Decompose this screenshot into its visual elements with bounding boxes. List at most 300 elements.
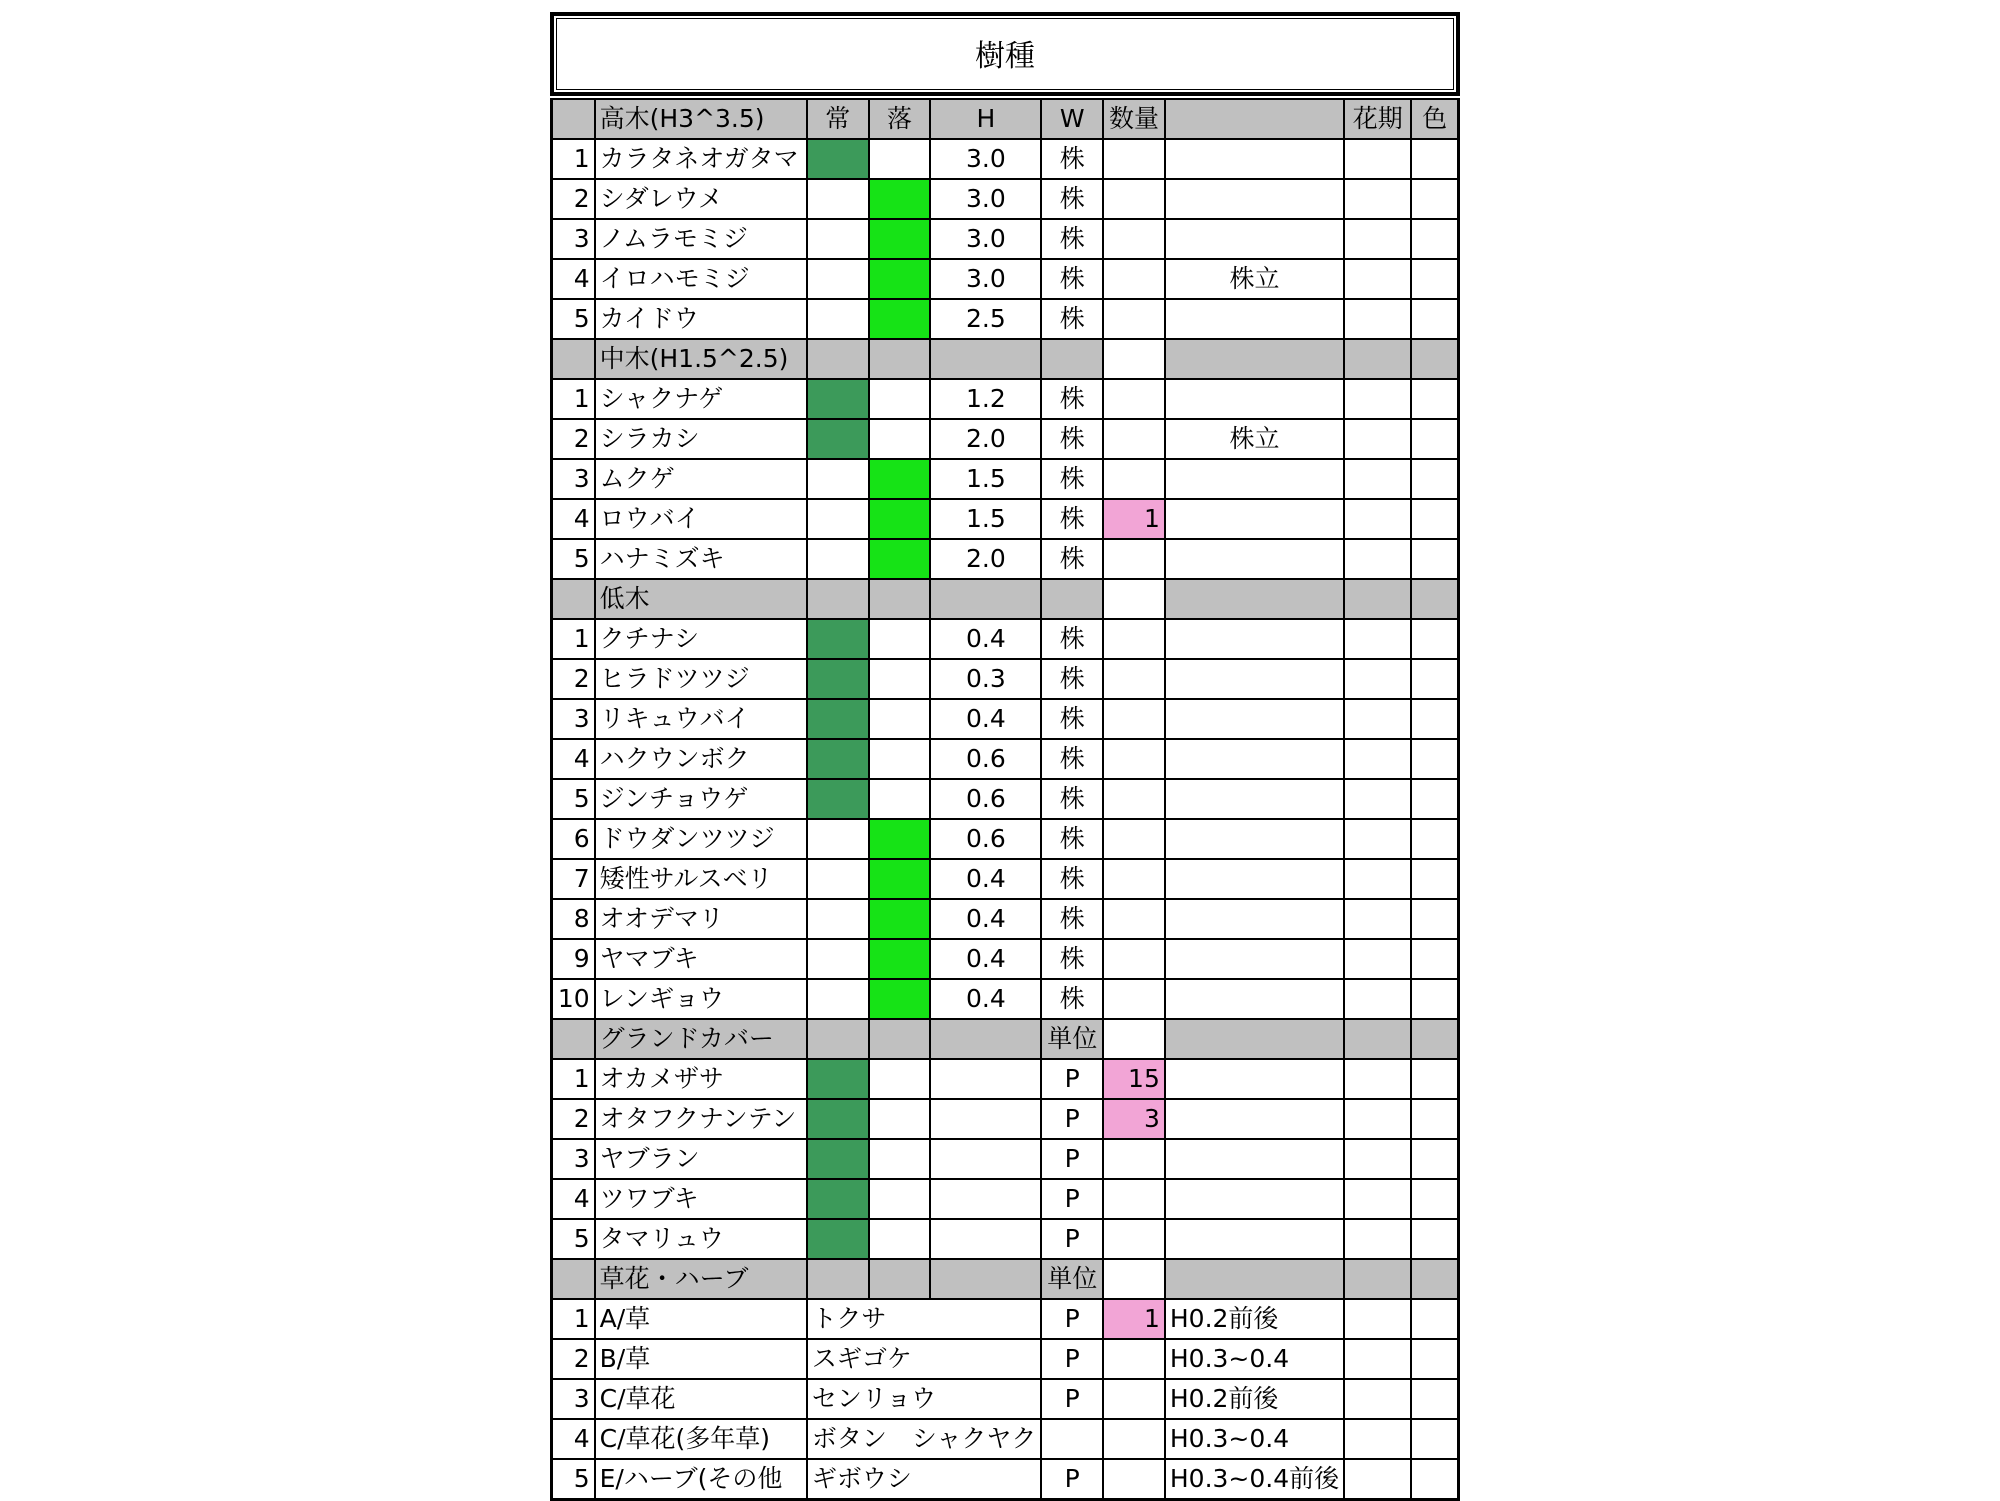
- height-value: [930, 1179, 1041, 1219]
- plant-name: ジンチョウゲ: [595, 779, 807, 819]
- section-no-cell: [552, 1019, 595, 1059]
- color-cell: [1411, 1219, 1458, 1259]
- plant-name: イロハモミジ: [595, 259, 807, 299]
- quantity-value: 15: [1103, 1059, 1165, 1099]
- season-cell: [1344, 419, 1411, 459]
- note-value: [1165, 539, 1344, 579]
- section-color-cell: [1411, 1019, 1458, 1059]
- section-evergreen-cell: [807, 1019, 869, 1059]
- section-height-cell: [930, 339, 1041, 379]
- plant-row: [552, 619, 1459, 659]
- section-season-cell: [1344, 339, 1411, 379]
- unit-value: [1041, 1419, 1103, 1459]
- plant-name: シラカシ: [595, 419, 807, 459]
- herb-row: [552, 1459, 1459, 1500]
- size-note: H0.3~0.4: [1165, 1339, 1344, 1379]
- evergreen-marker-cell: [807, 979, 869, 1019]
- section-season-cell: [1344, 579, 1411, 619]
- evergreen-marker-cell: [807, 1219, 869, 1259]
- plant-name: リキュウバイ: [595, 699, 807, 739]
- section-height-cell: [930, 579, 1041, 619]
- evergreen-marker-cell: [807, 1179, 869, 1219]
- season-cell: [1344, 1299, 1411, 1339]
- unit-value: 株: [1041, 539, 1103, 579]
- section-season-cell: [1344, 1259, 1411, 1299]
- row-number: 3: [552, 699, 595, 739]
- herb-name: センリョウ: [807, 1379, 1042, 1419]
- herb-row: [552, 1419, 1459, 1459]
- plant-name: ヒラドツツジ: [595, 659, 807, 699]
- evergreen-marker-cell: [807, 1059, 869, 1099]
- quantity-value: [1103, 219, 1165, 259]
- plant-row: [552, 1139, 1459, 1179]
- row-number: 5: [552, 539, 595, 579]
- section-unit-cell: 単位: [1041, 1019, 1103, 1059]
- evergreen-marker-cell: [807, 1139, 869, 1179]
- row-number: 1: [552, 379, 595, 419]
- section-row: [552, 339, 1459, 379]
- season-cell: [1344, 1379, 1411, 1419]
- plant-row: [552, 699, 1459, 739]
- header-qty-cell: 数量: [1103, 99, 1165, 139]
- height-value: 1.5: [930, 499, 1041, 539]
- color-cell: [1411, 1379, 1458, 1419]
- season-cell: [1344, 939, 1411, 979]
- season-cell: [1344, 1459, 1411, 1500]
- unit-value: 株: [1041, 379, 1103, 419]
- season-cell: [1344, 1139, 1411, 1179]
- size-note: H0.2前後: [1165, 1299, 1344, 1339]
- plant-row: [552, 419, 1459, 459]
- herb-name: ギボウシ: [807, 1459, 1042, 1500]
- color-cell: [1411, 219, 1458, 259]
- note-value: [1165, 939, 1344, 979]
- quantity-value: [1103, 739, 1165, 779]
- season-cell: [1344, 859, 1411, 899]
- height-value: 3.0: [930, 179, 1041, 219]
- unit-value: 株: [1041, 499, 1103, 539]
- section-deciduous-cell: [869, 1259, 931, 1299]
- header-row: [552, 99, 1459, 139]
- plant-name: シダレウメ: [595, 179, 807, 219]
- height-value: 0.6: [930, 819, 1041, 859]
- unit-value: P: [1041, 1099, 1103, 1139]
- note-value: [1165, 699, 1344, 739]
- evergreen-marker-cell: [807, 299, 869, 339]
- season-cell: [1344, 1219, 1411, 1259]
- color-cell: [1411, 419, 1458, 459]
- row-number: 1: [552, 139, 595, 179]
- section-color-cell: [1411, 1259, 1458, 1299]
- unit-value: 株: [1041, 899, 1103, 939]
- plant-name: オオデマリ: [595, 899, 807, 939]
- row-number: 2: [552, 419, 595, 459]
- deciduous-marker-cell: [869, 259, 931, 299]
- evergreen-marker-cell: [807, 179, 869, 219]
- color-cell: [1411, 259, 1458, 299]
- deciduous-marker-cell: [869, 539, 931, 579]
- deciduous-marker-cell: [869, 1099, 931, 1139]
- plant-name: オカメザサ: [595, 1059, 807, 1099]
- herb-name: ボタン シャクヤク: [807, 1419, 1042, 1459]
- note-value: [1165, 739, 1344, 779]
- row-number: 8: [552, 899, 595, 939]
- unit-value: 株: [1041, 459, 1103, 499]
- quantity-value: [1103, 1139, 1165, 1179]
- section-height-cell: [930, 1019, 1041, 1059]
- unit-value: P: [1041, 1139, 1103, 1179]
- quantity-value: [1103, 139, 1165, 179]
- season-cell: [1344, 179, 1411, 219]
- deciduous-marker-cell: [869, 179, 931, 219]
- evergreen-marker-cell: [807, 779, 869, 819]
- evergreen-marker-cell: [807, 939, 869, 979]
- deciduous-marker-cell: [869, 619, 931, 659]
- row-number: 4: [552, 259, 595, 299]
- unit-value: 株: [1041, 699, 1103, 739]
- plant-name: ムクゲ: [595, 459, 807, 499]
- color-cell: [1411, 1339, 1458, 1379]
- unit-value: 株: [1041, 979, 1103, 1019]
- unit-value: 株: [1041, 299, 1103, 339]
- row-number: 5: [552, 1459, 595, 1500]
- season-cell: [1344, 779, 1411, 819]
- unit-value: P: [1041, 1219, 1103, 1259]
- quantity-value: [1103, 939, 1165, 979]
- header-deciduous-cell: 落: [869, 99, 931, 139]
- section-deciduous-cell: [869, 339, 931, 379]
- color-cell: [1411, 299, 1458, 339]
- color-cell: [1411, 459, 1458, 499]
- height-value: 2.0: [930, 539, 1041, 579]
- header-evergreen-cell: 常: [807, 99, 869, 139]
- evergreen-marker-cell: [807, 739, 869, 779]
- plant-name: レンギョウ: [595, 979, 807, 1019]
- section-row: [552, 1259, 1459, 1299]
- unit-value: 株: [1041, 779, 1103, 819]
- plant-name: カラタネオガタマ: [595, 139, 807, 179]
- note-value: 株立: [1165, 419, 1344, 459]
- plant-row: [552, 179, 1459, 219]
- section-note-cell: [1165, 1019, 1344, 1059]
- herb-category: B/草: [595, 1339, 807, 1379]
- section-title: グランドカバー: [595, 1019, 807, 1059]
- season-cell: [1344, 379, 1411, 419]
- plant-row: [552, 739, 1459, 779]
- quantity-value: [1103, 539, 1165, 579]
- plant-row: [552, 819, 1459, 859]
- quantity-value: 1: [1103, 499, 1165, 539]
- unit-value: 株: [1041, 819, 1103, 859]
- row-number: 5: [552, 779, 595, 819]
- unit-value: P: [1041, 1059, 1103, 1099]
- row-number: 7: [552, 859, 595, 899]
- unit-value: 株: [1041, 259, 1103, 299]
- header-season-cell: 花期: [1344, 99, 1411, 139]
- plant-name: ヤブラン: [595, 1139, 807, 1179]
- note-value: [1165, 379, 1344, 419]
- height-value: 0.4: [930, 859, 1041, 899]
- unit-value: 株: [1041, 739, 1103, 779]
- plant-row: [552, 499, 1459, 539]
- deciduous-marker-cell: [869, 299, 931, 339]
- size-note: H0.2前後: [1165, 1379, 1344, 1419]
- color-cell: [1411, 619, 1458, 659]
- section-title: 草花・ハーブ: [595, 1259, 807, 1299]
- season-cell: [1344, 619, 1411, 659]
- height-value: 3.0: [930, 259, 1041, 299]
- season-cell: [1344, 979, 1411, 1019]
- unit-value: 株: [1041, 619, 1103, 659]
- quantity-value: [1103, 259, 1165, 299]
- quantity-value: 1: [1103, 1299, 1165, 1339]
- height-value: 2.5: [930, 299, 1041, 339]
- header-name-cell: 高木(H3^3.5): [595, 99, 807, 139]
- unit-value: 株: [1041, 659, 1103, 699]
- header-note-cell: [1165, 99, 1344, 139]
- color-cell: [1411, 1419, 1458, 1459]
- color-cell: [1411, 939, 1458, 979]
- section-unit-cell: [1041, 579, 1103, 619]
- row-number: 5: [552, 299, 595, 339]
- color-cell: [1411, 819, 1458, 859]
- note-value: [1165, 1139, 1344, 1179]
- row-number: 1: [552, 1059, 595, 1099]
- plant-row: [552, 379, 1459, 419]
- deciduous-marker-cell: [869, 1219, 931, 1259]
- row-number: 10: [552, 979, 595, 1019]
- section-qty-cell: [1103, 339, 1165, 379]
- section-qty-cell: [1103, 579, 1165, 619]
- deciduous-marker-cell: [869, 379, 931, 419]
- color-cell: [1411, 1459, 1458, 1500]
- unit-value: P: [1041, 1299, 1103, 1339]
- quantity-value: [1103, 1379, 1165, 1419]
- deciduous-marker-cell: [869, 939, 931, 979]
- unit-value: 株: [1041, 939, 1103, 979]
- evergreen-marker-cell: [807, 819, 869, 859]
- color-cell: [1411, 139, 1458, 179]
- row-number: 3: [552, 219, 595, 259]
- height-value: 0.6: [930, 739, 1041, 779]
- quantity-value: [1103, 459, 1165, 499]
- color-cell: [1411, 1179, 1458, 1219]
- deciduous-marker-cell: [869, 459, 931, 499]
- section-note-cell: [1165, 1259, 1344, 1299]
- color-cell: [1411, 499, 1458, 539]
- plant-name: クチナシ: [595, 619, 807, 659]
- height-value: 1.2: [930, 379, 1041, 419]
- deciduous-marker-cell: [869, 979, 931, 1019]
- color-cell: [1411, 899, 1458, 939]
- note-value: [1165, 819, 1344, 859]
- color-cell: [1411, 779, 1458, 819]
- season-cell: [1344, 739, 1411, 779]
- quantity-value: 3: [1103, 1099, 1165, 1139]
- plant-table: [550, 98, 1460, 1501]
- plant-row: [552, 779, 1459, 819]
- page-title: 樹種: [975, 39, 1035, 74]
- height-value: [930, 1099, 1041, 1139]
- deciduous-marker-cell: [869, 819, 931, 859]
- unit-value: 株: [1041, 179, 1103, 219]
- section-no-cell: [552, 579, 595, 619]
- note-value: [1165, 139, 1344, 179]
- quantity-value: [1103, 659, 1165, 699]
- evergreen-marker-cell: [807, 899, 869, 939]
- note-value: [1165, 859, 1344, 899]
- note-value: [1165, 499, 1344, 539]
- section-season-cell: [1344, 1019, 1411, 1059]
- section-qty-cell: [1103, 1259, 1165, 1299]
- quantity-value: [1103, 179, 1165, 219]
- plant-row: [552, 899, 1459, 939]
- section-title: 低木: [595, 579, 807, 619]
- note-value: [1165, 1059, 1344, 1099]
- header-no-cell: [552, 99, 595, 139]
- color-cell: [1411, 379, 1458, 419]
- evergreen-marker-cell: [807, 1099, 869, 1139]
- unit-value: P: [1041, 1339, 1103, 1379]
- section-row: [552, 1019, 1459, 1059]
- quantity-value: [1103, 699, 1165, 739]
- note-value: [1165, 1219, 1344, 1259]
- season-cell: [1344, 899, 1411, 939]
- height-value: 2.0: [930, 419, 1041, 459]
- note-value: [1165, 619, 1344, 659]
- season-cell: [1344, 659, 1411, 699]
- note-value: [1165, 979, 1344, 1019]
- note-value: [1165, 899, 1344, 939]
- plant-row: [552, 459, 1459, 499]
- section-color-cell: [1411, 579, 1458, 619]
- plant-name: ロウバイ: [595, 499, 807, 539]
- quantity-value: [1103, 1459, 1165, 1500]
- evergreen-marker-cell: [807, 419, 869, 459]
- plant-row: [552, 539, 1459, 579]
- herb-category: C/草花(多年草): [595, 1419, 807, 1459]
- season-cell: [1344, 459, 1411, 499]
- herb-category: C/草花: [595, 1379, 807, 1419]
- unit-value: 株: [1041, 419, 1103, 459]
- quantity-value: [1103, 779, 1165, 819]
- color-cell: [1411, 739, 1458, 779]
- plant-row: [552, 259, 1459, 299]
- evergreen-marker-cell: [807, 659, 869, 699]
- height-value: 0.4: [930, 699, 1041, 739]
- deciduous-marker-cell: [869, 1179, 931, 1219]
- height-value: [930, 1059, 1041, 1099]
- deciduous-marker-cell: [869, 899, 931, 939]
- plant-name: ノムラモミジ: [595, 219, 807, 259]
- unit-value: 株: [1041, 859, 1103, 899]
- height-value: [930, 1139, 1041, 1179]
- plant-name: シャクナゲ: [595, 379, 807, 419]
- herb-row: [552, 1299, 1459, 1339]
- row-number: 1: [552, 619, 595, 659]
- herb-row: [552, 1339, 1459, 1379]
- quantity-value: [1103, 379, 1165, 419]
- evergreen-marker-cell: [807, 539, 869, 579]
- deciduous-marker-cell: [869, 739, 931, 779]
- color-cell: [1411, 1299, 1458, 1339]
- quantity-value: [1103, 299, 1165, 339]
- evergreen-marker-cell: [807, 619, 869, 659]
- deciduous-marker-cell: [869, 1059, 931, 1099]
- height-value: 1.5: [930, 459, 1041, 499]
- season-cell: [1344, 819, 1411, 859]
- height-value: 3.0: [930, 219, 1041, 259]
- size-note: H0.3~0.4前後: [1165, 1459, 1344, 1500]
- section-note-cell: [1165, 339, 1344, 379]
- height-value: 3.0: [930, 139, 1041, 179]
- row-number: 4: [552, 1179, 595, 1219]
- unit-value: P: [1041, 1459, 1103, 1500]
- color-cell: [1411, 659, 1458, 699]
- season-cell: [1344, 1339, 1411, 1379]
- section-no-cell: [552, 339, 595, 379]
- section-note-cell: [1165, 579, 1344, 619]
- height-value: 0.3: [930, 659, 1041, 699]
- section-unit-cell: 単位: [1041, 1259, 1103, 1299]
- plant-row: [552, 139, 1459, 179]
- season-cell: [1344, 1179, 1411, 1219]
- note-value: [1165, 219, 1344, 259]
- herb-category: E/ハーブ(その他: [595, 1459, 807, 1500]
- plant-row: [552, 1099, 1459, 1139]
- section-deciduous-cell: [869, 579, 931, 619]
- season-cell: [1344, 699, 1411, 739]
- deciduous-marker-cell: [869, 1139, 931, 1179]
- note-value: [1165, 659, 1344, 699]
- section-no-cell: [552, 1259, 595, 1299]
- deciduous-marker-cell: [869, 859, 931, 899]
- plant-name: 矮性サルスベリ: [595, 859, 807, 899]
- section-row: [552, 579, 1459, 619]
- plant-row: [552, 1179, 1459, 1219]
- plant-row: [552, 1059, 1459, 1099]
- unit-value: P: [1041, 1179, 1103, 1219]
- row-number: 3: [552, 459, 595, 499]
- note-value: [1165, 459, 1344, 499]
- deciduous-marker-cell: [869, 699, 931, 739]
- evergreen-marker-cell: [807, 859, 869, 899]
- herb-name: スギゴケ: [807, 1339, 1042, 1379]
- season-cell: [1344, 539, 1411, 579]
- season-cell: [1344, 139, 1411, 179]
- deciduous-marker-cell: [869, 219, 931, 259]
- note-value: [1165, 1099, 1344, 1139]
- size-note: H0.3~0.4: [1165, 1419, 1344, 1459]
- evergreen-marker-cell: [807, 139, 869, 179]
- section-evergreen-cell: [807, 339, 869, 379]
- row-number: 2: [552, 1099, 595, 1139]
- row-number: 4: [552, 739, 595, 779]
- color-cell: [1411, 1139, 1458, 1179]
- deciduous-marker-cell: [869, 139, 931, 179]
- row-number: 9: [552, 939, 595, 979]
- row-number: 1: [552, 1299, 595, 1339]
- season-cell: [1344, 1419, 1411, 1459]
- plant-name: ドウダンツツジ: [595, 819, 807, 859]
- note-value: [1165, 779, 1344, 819]
- color-cell: [1411, 1099, 1458, 1139]
- header-color-cell: 色: [1411, 99, 1458, 139]
- row-number: 2: [552, 659, 595, 699]
- quantity-value: [1103, 1339, 1165, 1379]
- quantity-value: [1103, 1219, 1165, 1259]
- season-cell: [1344, 1059, 1411, 1099]
